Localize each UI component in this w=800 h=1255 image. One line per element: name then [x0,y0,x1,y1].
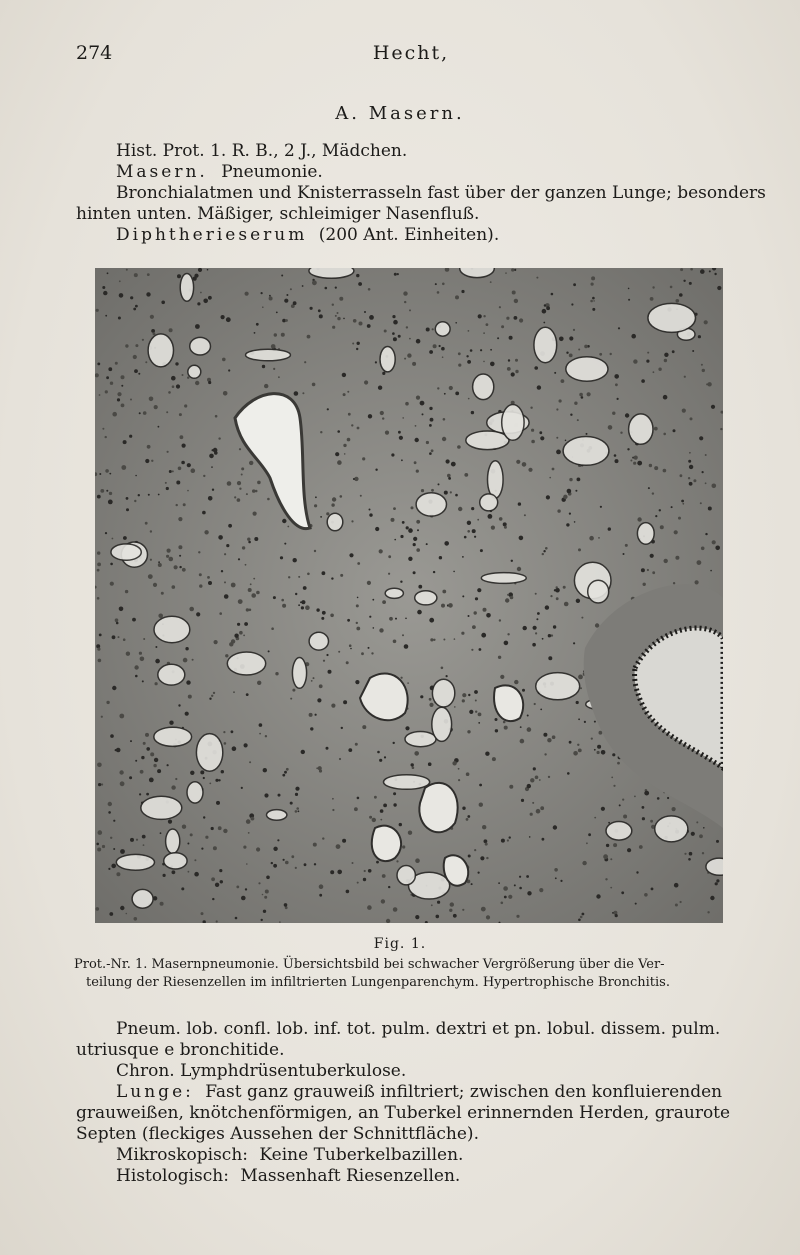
findings-histologic-label: Histologisch: [116,1166,229,1186]
case-header-line: Hist. Prot. 1. R. B., 2 J., Mädchen. [116,141,408,161]
case-treatment-label: Diphtherieserum [116,225,308,245]
findings-line-4 [116,1081,722,1103]
figure-caption-line-1: Prot.-Nr. 1. Masernpneumonie. Übersichtsbild bei schwacher Vergrößerung über die Ver- [74,957,665,972]
findings-histologic-text: Massenhaft Riesenzellen. [240,1166,461,1186]
section-title: A. Masern. [335,103,465,124]
findings-line-3: Chron. Lymphdrüsentuberkulose. [116,1061,407,1081]
findings-microscopic-text: Keine Tuberkelbazillen. [259,1145,464,1165]
case-diagnosis-label: Masern. [116,162,208,182]
findings-line-1: Pneum. lob. confl. lob. inf. tot. pulm. dextri et pn. lobul. dissem. pulm. [116,1019,721,1039]
findings-microscopic-label: Mikroskopisch: [116,1145,249,1165]
findings-lunge-text: Fast ganz grauweiß infiltriert; zwischen den konfluierenden [205,1082,723,1102]
page-number: 274 [76,42,113,64]
case-diagnosis-line [116,161,323,183]
running-head: Hecht, [372,42,450,64]
case-findings-line: Bronchialatmen und Knisterrasseln fast über der ganzen Lunge; besonders [116,183,766,203]
findings-line-6: Septen (fleckiges Aussehen der Schnittfläche). [76,1124,479,1144]
findings-line-7 [116,1144,463,1166]
case-findings-line-2: hinten unten. Mäßiger, schleimiger Nasenfluß. [76,204,480,224]
figure-caption-line-2: teilung der Riesenzellen im infiltrierten Lungenparenchym. Hypertrophische Bronchitis. [86,975,670,990]
case-diagnosis-text: Pneumonie. [221,162,323,182]
findings-line-2: utriusque e bronchitide. [76,1040,285,1060]
micrograph-figure [95,268,723,923]
case-treatment-text: (200 Ant. Einheiten). [318,225,500,245]
findings-lunge-label: Lunge: [116,1082,194,1102]
case-treatment-line [116,224,499,246]
page-header [76,42,746,72]
findings-line-5: grauweißen, knötchenförmigen, an Tuberkel erinnernden Herden, graurote [76,1103,731,1123]
figure-label: Fig. 1. [373,936,427,952]
findings-line-8 [116,1165,460,1187]
micrograph-image [95,268,723,923]
